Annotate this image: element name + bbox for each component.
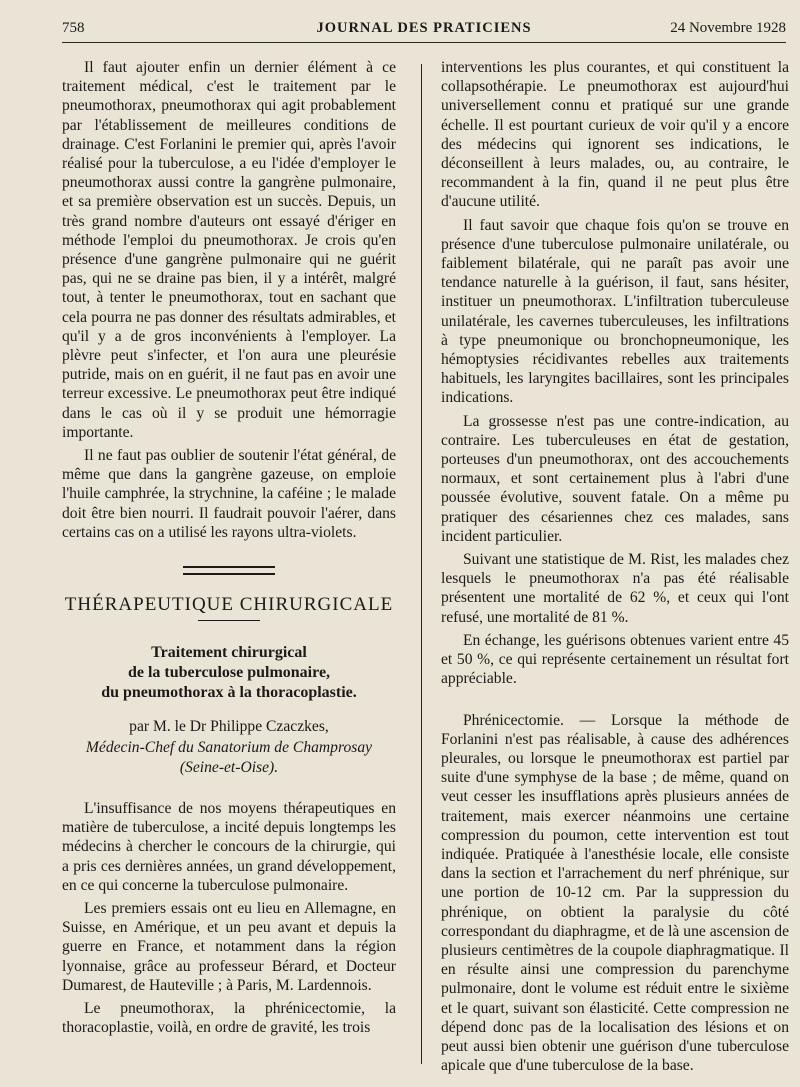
page-number: 758 [62,20,85,36]
affiliation-line: (Seine-et-Oise). [179,758,279,776]
article-title-line: Traitement chirurgical [151,644,307,662]
paragraph-phrenicectomie: Phrénicectomie. — Lorsque la méthode de Forlanini n'est pas réalisable, à cause des adhérences pleurales, ou lorsque le pneumothorax est partiel par suite d'une symphyse de la base ; de même, quand on veut cesser les insufflations après plusieurs années de traitement, mais exercer néanmoins une certaine compression du poumon, cette intervention est tout indiquée. Pratiquée à l'anesthésie locale, elle consiste dans la section et l'arrachement du nerf phrénique, sur une portion de 10-12 cm. Par la suppression du phrénique, on obtient la paralysie du côté correspondant du diaphragme, et de là une ascension de plusieurs centimètres de la coupole diaphragmatique. Il en résulte ainsi une compression du parenchyme pulmonaire, dont le volume est réduit entre le sixième et le quart, suivant son élasticité. Cette compression ne dépend donc pas de la localisation des lésions et on peut aussi bien obtenir une guérison d'une tuberculose apicale que d'une tuberculose de la base. [441,711,789,1075]
article-title-line: du pneumothorax à la thoracoplastie. [101,684,357,702]
issue-date: 24 Novembre 1928 [670,20,786,36]
paragraph: Suivant une statistique de M. Rist, les malades chez lesquels le pneumothorax n'a pas été réalisable présentent une mortalité de 62 %, et ceux qui l'ont refusé, une mortalité de 81 %. [441,551,789,626]
paragraph: Il faut savoir que chaque fois qu'on se trouve en présence d'une tuberculose pulmonaire unilatérale, ou faiblement bilatérale, qui ne paraît pas avoir une tendance naturelle à la guérison, il faut, sans hésiter, instituer un pneumothorax. L'infiltration tuberculeuse unilatérale, les cavernes tuberculeuses, les infiltrations à type pneumonique ou bronchopneumonique, les hémoptysies récidivantes rebelles aux traitements habituels, les laryngites bacillaires, sont les principales indications. [441,216,789,407]
running-header [62,18,786,43]
author-byline: par M. le Dr Philippe Czaczkes, [129,718,329,736]
author-affiliation [62,738,396,776]
section-separator [183,566,275,575]
right-column [441,58,789,1078]
paragraph: interventions les plus courantes, et qui constituent la collapsothérapie. Le pneumothorax est aujourd'hui universellement connu et pratiqué sur une grande échelle. Il est pourtant curieux de voir qu'il y a encore des médecins qui ignorent ses indications, le déconseillent à leurs malades, ou, au contraire, le recommandent à la fin, quand il ne peut plus être d'aucune utilité. [441,59,789,211]
affiliation-line: Médecin-Chef du Sanatorium de Champrosay [85,739,373,757]
column-divider [421,64,422,1064]
paragraph: Il ne faut pas oublier de soutenir l'état général, de même que dans la gangrène gazeuse, on emploie l'huile camphrée, la strychnine, la caféine ; le malade doit être bien nourri. Il faudrait pouvoir l'aérer, dans certains cas on a utilisé les rayons ultra-violets. [62,447,396,541]
paragraph: La grossesse n'est pas une contre-indication, au contraire. Les tuberculeuses en état de gestation, porteuses d'un pneumothorax, ont des accouchements normaux, et sont certainement plus à l'abri d'une poussée évolutive, souvent fatale. On a même pu pratiquer des césariennes chez ces malades, sans incident particulier. [441,412,789,545]
paragraph: En échange, les guérisons obtenues varient entre 45 et 50 %, ce qui représente certainement un résultat fort appréciable. [441,631,789,688]
left-column [62,58,396,1041]
article-title [62,643,396,703]
heading-underline [198,620,260,621]
paragraph: Les premiers essais ont eu lieu en Allemagne, en Suisse, en Amérique, et un peu avant et depuis la guerre en France, et notamment dans la région lyonnaise, grâce au professeur Bérard, et Docteur Dumarest, de Hauteville ; à Paris, M. Lardennois. [62,899,396,994]
article-title-line: de la tuberculose pulmonaire, [127,664,331,682]
paragraph: Il faut ajouter enfin un dernier élément à ce traitement médical, c'est le traitement par le pneumothorax, pneumothorax qui agit probablement par l'établissement de meilleures conditions de drainage. C'est Forlanini le premier qui, après l'avoir réalisé pour la tuberculose, a eu l'idée d'employer le pneumothorax aussi contre la gangrène pulmonaire, et sa première observation est un succès. Depuis, un très grand nombre d'auteurs ont essayé d'ériger en méthode l'emploi du pneumothorax. Je crois qu'en présence d'une gangrène pulmonaire qui ne guérit pas, qui ne se draine pas bien, il y a intérêt, malgré tout, à tenter le pneumothorax, tout en sachant que cela pourra ne pas donner des résultats admirables, et qu'il y a de gros inconvénients à l'employer. La plèvre peut s'infecter, et l'on aura une pleurésie putride, mais on en guérit, il ne faut pas en avoir une terreur excessive. Le pneumothorax peut être indiqué dans le cas où il y se produit une hémorragie importante. [62,59,396,441]
paragraph: L'insuffisance de nos moyens thérapeutiques en matière de tuberculose, a incité depuis longtemps les médecins à chercher le concours de la chirurgie, qui a pris ces dernières années, un grand développement, en ce qui concerne la tuberculose pulmonaire. [62,799,396,894]
section-heading: THÉRAPEUTIQUE CHIRURGICALE [64,594,394,616]
paragraph: Le pneumothorax, la phrénicectomie, la thoracoplastie, voilà, en ordre de gravité, les trois [62,999,396,1037]
journal-title: JOURNAL DES PRATICIENS [316,20,532,36]
